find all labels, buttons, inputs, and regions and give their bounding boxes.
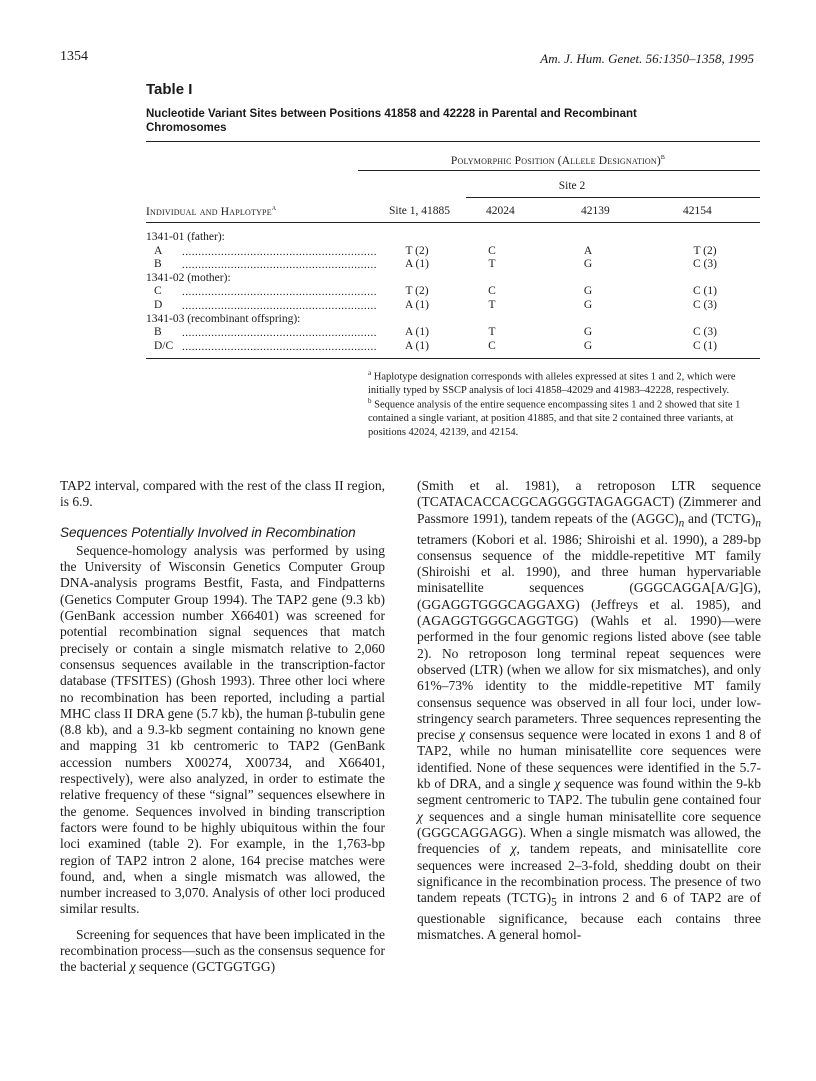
intro-paragraph: TAP2 interval, compared with the rest of the class II region, is 6.9. [60,478,385,510]
allele-value: C (3) [693,326,717,339]
allele-value: G [583,258,593,271]
rc-t1: (Smith et al. 1981), a retroposon LTR sequence (TCATACACCACGCAGGGGTAGAGGACT) (Zimmerer and Passmore 1991), tandem repeats of the (AGGC) [417,478,761,526]
chi-symbol: χ [417,808,423,824]
haplotype-cell: C [154,285,162,298]
chi-symbol: χ [459,727,466,743]
section-heading: Sequences Potentially Involved in Recombination [60,524,356,540]
allele-value: C [488,244,496,257]
left-column [60,478,385,976]
page-number: 1354 [60,49,88,64]
footnote-b [368,395,760,439]
site2-text: Site 2 [558,180,586,192]
footnote-a-mark: a [368,369,372,377]
allele-value: T (2) [405,285,429,298]
allele-value: G [583,339,593,352]
allele-value: T [488,326,496,339]
allele-value: C (3) [693,299,717,311]
spanner-sup: b [660,152,666,161]
allele-value: C [488,339,496,352]
dot-leader: ............................................................ [182,245,377,258]
row-header [146,203,276,218]
col-header-site1: Site 1, 41885 [389,205,451,217]
p2-text-a: Screening for sequences that have been implicated in the recombination process—such as the consensus sequence for the bacterial [60,926,385,975]
spanner-text: Polymorphic Position (Allele Designation) [450,154,661,167]
haplotype-cell: D/C [154,339,174,352]
allele-value: C (1) [693,285,717,298]
rc-t6: sequences and a single human minisatellite core sequence (GGGCAGGAGG). When a single mismatch was allowed, the frequencies of [417,808,761,857]
allele-value: G [583,299,593,311]
haplotype-cell: B [154,326,162,339]
subscript-n: n [755,517,761,530]
allele-value: A (1) [405,326,429,339]
header-bottom-rule [146,222,760,223]
allele-value: T [488,299,496,311]
allele-value: T (2) [693,244,717,257]
chi-symbol: χ [129,959,136,975]
right-paragraph [417,478,761,944]
haplotype-cell: B [154,258,162,271]
right-column [417,478,761,944]
subscript-5: 5 [551,896,557,909]
allele-value: A (1) [405,258,429,271]
allele-value: T [488,258,496,271]
allele-value: A (1) [405,339,429,352]
group-label: 1341-03 (recombinant offspring): [146,312,301,325]
group-label: 1341-01 (father): [146,231,225,243]
subscript-n: n [678,517,685,530]
allele-value: G [583,326,593,339]
haplotype-cell: D [154,299,163,311]
allele-value: C [488,285,496,298]
spanner-rule [358,170,760,171]
site2-rule [466,197,760,198]
table-label: Table I [146,81,193,98]
allele-value: G [583,285,593,298]
footnote-a-text: Haplotype designation corresponds with alleles expressed at sites 1 and 2, which were initially typed by SSCP analysis of loci 41858–42029 and 41983–42228, respectively. [368,371,736,396]
row-header-text: Individual and Haplotype [146,205,272,218]
group-label: 1341-02 (mother): [146,271,231,284]
rc-t7: , tandem repeats, and minisatellite core sequences were increased 2–3-fold, shedding doubt on their significance in the recombination process. The presence of two tandem repeats (TCTG) [417,841,761,906]
journal-reference: Am. J. Hum. Genet. 56:1350–1358, 1995 [540,51,754,66]
rc-t2: and (TCTG) [684,510,756,526]
rc-t3: tetramers (Kobori et al. 1986; Shiroishi et al. 1990), a 289-bp consensus sequence of the middle-repetitive MT family (Shiroishi et al. 1990), and three human hypervariable minisatellite sequences (GGGCAGGA[A/G]G), (GGAGGTGGGCAGGAXG) (Jeffreys et al. 1985), and (AGAGGTGGGCAGGTGG) (Wahls et al. 1990)—were performed in the four genomic regions listed above (see table 2). No retroposon long terminal repeat sequences were observed (LTR) (when we allow for six mismatches), and only 61%–73% identity to the middle-repetitive MT family consensus sequence was observed in all four loci, under low-stringency search parameters. Three sequences representing the precise [417,531,761,743]
haplotype-cell: A [154,244,163,257]
col-header-42139: 42139 [581,205,610,217]
dot-leader: ............................................................ [182,286,377,299]
allele-value: C (1) [693,339,717,352]
allele-value: A [583,244,593,257]
table-top-rule [146,141,760,142]
dot-leader: ............................................................ [182,259,377,272]
col-header-42154: 42154 [683,205,712,217]
allele-value: C (3) [693,258,717,271]
dot-leader: ............................................................ [182,340,377,353]
paragraph-2 [60,927,385,976]
row-header-sup: a [271,203,277,212]
dot-leader: ............................................................ [182,327,377,340]
chi-symbol: χ [510,841,517,857]
chi-symbol: χ [554,776,561,792]
p2-text-b: sequence (GCTGGTGG) [135,959,276,975]
allele-value: T (2) [405,244,429,257]
footnote-a [368,367,760,398]
table-title: Nucleotide Variant Sites between Positions 41858 and 42228 in Parental and Recombinant Chromosomes [146,108,637,134]
paragraph-1: Sequence-homology analysis was performed by using the University of Wisconsin Genetics Computer Group DNA-analysis programs Bestfit, Fasta, and Findpatterns (Genetics Computer Group 1994). The TAP2 gene (9.3 kb) (GenBank accession number X66401) was screened for potential recombination signal sequences that match precisely or contain a single mismatch relative to 2,060 consensus sequences available in the transcription-factor database (TFSITES) (Ghosh 1993). Three other loci where no recombination has been reported, including a partial MHC class II DRA gene (5.7 kb), the human β-tubulin gene (8.8 kb), and a 9.3-kb segment containing no known gene and mapping 31 kb centromeric to TAP2 (GenBank accession numbers X00274, X00734, and X66401, respectively), were also analyzed, in order to estimate the relative frequency of these “signal” sequences elsewhere in the genome. Sequences involved in binding transcription factors were found to be highly ubiquitous within the four loci examined (table 2). For example, in the 1,763-bp region of TAP2 intron 2 alone, 164 precise matches were found, and, when a single mismatch was allowed, the number increased to 3,070. Analysis of other loci produced similar results. [60,542,385,917]
col-header-42024: 42024 [486,205,515,217]
allele-value: A (1) [405,299,429,311]
rc-t4: consensus sequence were located in exons 1 and 8 of TAP2, while no human minisatellite core sequences were identified. None of these sequences were identified in the 5.7-kb of DRA, and a single [417,727,762,792]
rc-t5: sequence was found within the 9-kb segment centromeric to TAP2. The tubulin gene contained four [417,776,762,808]
footnote-b-mark: b [368,397,372,405]
table-bottom-rule [146,358,760,359]
dot-leader: ............................................................ [182,300,377,312]
rc-t8: in introns 2 and 6 of TAP2 are of questionable significance, because each contains three mismatches. A general homol- [417,890,761,943]
footnote-b-text: Sequence analysis of the entire sequence encompassing sites 1 and 2 showed that site 1 contained a single variant, at position 41885, and that site 2 contained three variants, at positions 42024, 42139, and 42154. [368,399,741,438]
